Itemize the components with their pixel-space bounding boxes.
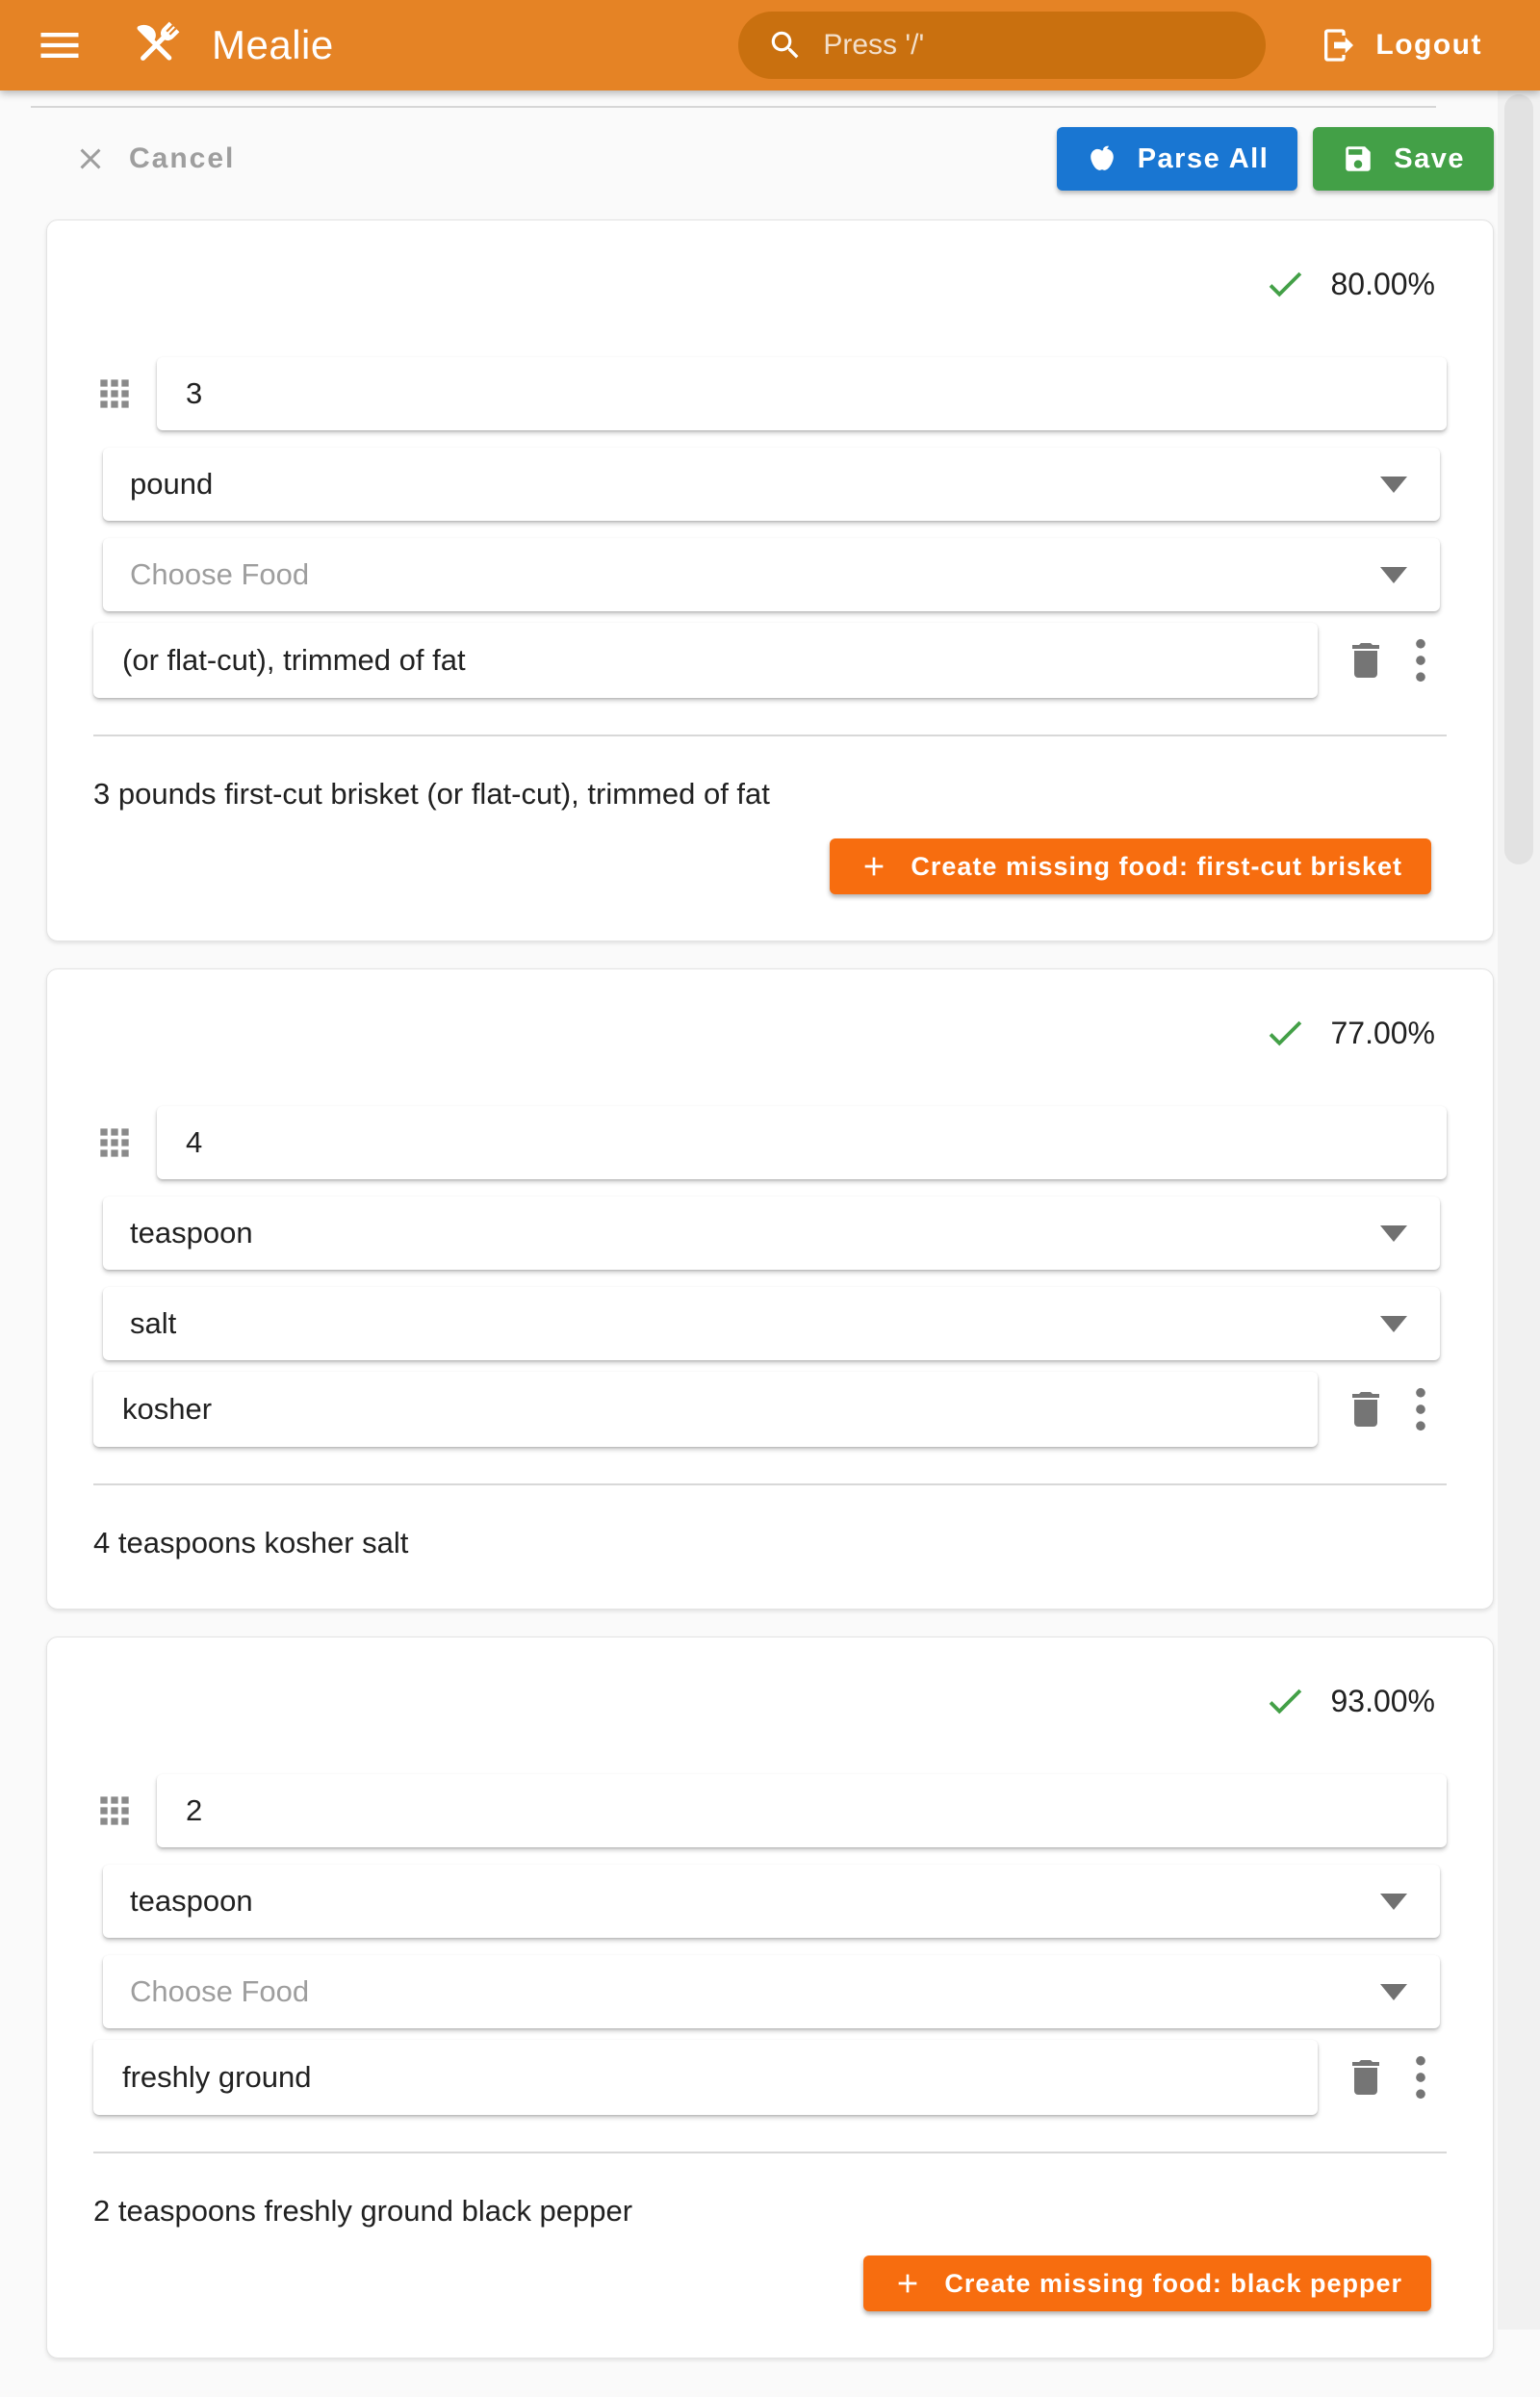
kebab-menu-icon [1414, 2055, 1427, 2100]
drag-handle-icon[interactable] [93, 1790, 136, 1832]
parse-all-button[interactable] [1057, 127, 1298, 191]
kebab-menu-icon [1414, 1387, 1427, 1431]
drag-handle-icon[interactable] [93, 373, 136, 415]
logout-button[interactable] [1320, 26, 1482, 64]
check-icon [1263, 1679, 1307, 1723]
note-field [93, 623, 1318, 698]
note-field [93, 2040, 1318, 2115]
unit-select-row [103, 1197, 1440, 1270]
logout-icon [1320, 26, 1358, 64]
confidence-value: 93.00% [1330, 1683, 1435, 1718]
app-header [0, 0, 1540, 90]
delete-button[interactable] [1343, 637, 1389, 683]
card-divider [93, 1483, 1447, 1485]
unit-select-row [103, 448, 1440, 521]
confidence-badge [93, 1684, 1435, 1718]
trash-icon [1343, 637, 1389, 683]
food-select-row [103, 1287, 1440, 1360]
drag-handle-icon[interactable] [93, 1121, 136, 1164]
chevron-down-icon [1380, 1984, 1407, 2000]
original-ingredient-text: 3 pounds first-cut brisket (or flat-cut), trimmed of fat [93, 777, 770, 811]
scrollbar-thumb[interactable] [1504, 94, 1533, 864]
unit-select[interactable] [103, 1865, 1440, 1938]
ingredient-card [46, 968, 1494, 1610]
quantity-input[interactable] [184, 375, 1420, 412]
confidence-badge [93, 1016, 1435, 1050]
create-food-row [93, 838, 1431, 894]
logout-label: Logout [1375, 29, 1482, 61]
unit-select-value: teaspoon [130, 1216, 253, 1250]
quantity-row [93, 357, 1447, 430]
confidence-value: 80.00% [1330, 266, 1435, 301]
apple-icon [1086, 142, 1118, 175]
food-select[interactable] [103, 538, 1440, 611]
mealie-logo-icon [125, 14, 187, 76]
more-options-button[interactable] [1414, 2055, 1427, 2100]
create-missing-food-label: Create missing food: black pepper [944, 2268, 1402, 2298]
unit-select-value: pound [130, 467, 214, 501]
save-label: Save [1394, 142, 1465, 174]
create-food-row [93, 2255, 1431, 2311]
plus-icon [892, 2268, 923, 2299]
note-field [93, 1372, 1318, 1447]
quantity-field [157, 1106, 1447, 1179]
note-row [93, 1372, 1447, 1447]
quantity-field [157, 357, 1447, 430]
card-divider [93, 735, 1447, 736]
food-select-value: Choose Food [130, 557, 310, 591]
toolbar [46, 125, 1494, 193]
parse-all-label: Parse All [1137, 142, 1270, 174]
chevron-down-icon [1380, 567, 1407, 583]
save-icon [1342, 142, 1374, 175]
create-missing-food-button[interactable] [863, 2255, 1431, 2311]
page-divider [31, 106, 1436, 108]
chevron-down-icon [1380, 477, 1407, 493]
kebab-menu-icon [1414, 638, 1427, 683]
trash-icon [1343, 2054, 1389, 2101]
check-icon [1263, 262, 1307, 306]
unit-select[interactable] [103, 448, 1440, 521]
chevron-down-icon [1380, 1894, 1407, 1910]
note-row [93, 623, 1447, 698]
search-icon [767, 27, 804, 64]
cancel-label: Cancel [129, 142, 236, 174]
original-ingredient-text: 2 teaspoons freshly ground black pepper [93, 2194, 633, 2228]
food-select-row [103, 1955, 1440, 2028]
create-missing-food-button[interactable] [830, 838, 1431, 894]
cancel-button[interactable] [73, 142, 235, 176]
check-icon [1263, 1011, 1307, 1055]
unit-select-value: teaspoon [130, 1884, 253, 1918]
ingredient-card-list [0, 219, 1498, 2397]
food-select-value: salt [130, 1306, 177, 1340]
close-icon [73, 142, 108, 176]
food-select[interactable] [103, 1287, 1440, 1360]
food-select-row [103, 538, 1440, 611]
quantity-row [93, 1106, 1447, 1179]
card-divider [93, 2152, 1447, 2153]
hamburger-menu-button[interactable] [35, 20, 85, 70]
save-button[interactable] [1313, 127, 1494, 191]
food-select[interactable] [103, 1955, 1440, 2028]
more-options-button[interactable] [1414, 1387, 1427, 1431]
note-input[interactable] [120, 2059, 1291, 2096]
ingredient-parser-page [0, 106, 1498, 2397]
plus-icon [859, 851, 889, 882]
search-input[interactable] [821, 28, 1246, 63]
note-row [93, 2040, 1447, 2115]
scrollbar-track[interactable] [1498, 90, 1540, 2330]
confidence-badge [93, 267, 1435, 301]
delete-button[interactable] [1343, 1386, 1389, 1432]
chevron-down-icon [1380, 1316, 1407, 1332]
ingredient-card [46, 1637, 1494, 2358]
quantity-row [93, 1774, 1447, 1847]
unit-select-row [103, 1865, 1440, 1938]
quantity-input[interactable] [184, 1792, 1420, 1829]
ingredient-card [46, 219, 1494, 941]
quantity-input[interactable] [184, 1124, 1420, 1161]
more-options-button[interactable] [1414, 638, 1427, 683]
delete-button[interactable] [1343, 2054, 1389, 2101]
trash-icon [1343, 1386, 1389, 1432]
create-missing-food-label: Create missing food: first-cut brisket [911, 851, 1402, 881]
search-bar[interactable] [738, 12, 1266, 79]
unit-select[interactable] [103, 1197, 1440, 1270]
food-select-value: Choose Food [130, 1974, 310, 2008]
note-input[interactable] [120, 642, 1291, 679]
confidence-value: 77.00% [1330, 1015, 1435, 1050]
quantity-field [157, 1774, 1447, 1847]
app-title: Mealie [212, 22, 334, 67]
original-ingredient-text: 4 teaspoons kosher salt [93, 1526, 409, 1559]
hamburger-menu-icon [35, 20, 85, 70]
note-input[interactable] [120, 1391, 1291, 1428]
chevron-down-icon [1380, 1225, 1407, 1242]
